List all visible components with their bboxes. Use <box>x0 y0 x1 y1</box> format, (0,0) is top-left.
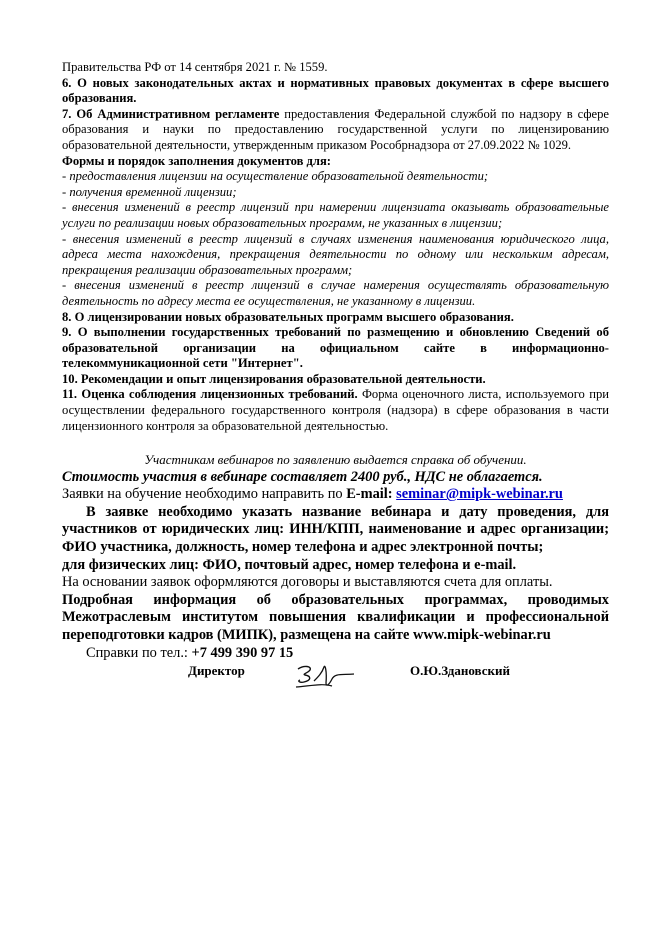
price-note: Стоимость участия в вебинаре составляет 2400 руб., НДС не облагается. <box>62 468 543 485</box>
forms-list-item: - внесения изменений в реестр лицензий в случае намерения осуществлять образовательную деятельность по адресу места ее осуществления, не указанному в лицензии. <box>62 278 609 308</box>
phone-number: +7 499 390 97 15 <box>191 644 294 661</box>
signature-name: О.Ю.Здановский <box>410 663 510 678</box>
paragraph-9: 9. О выполнении государственных требований по размещению и обновлению Сведений об образовательной организации на официальном сайте в информационно-телекоммуникационной сети "Интернет". <box>62 325 609 371</box>
contracts-note: На основании заявок оформляются договоры и выставляются счета для оплаты. <box>62 574 553 591</box>
paragraph-10: 10. Рекомендации и опыт лицензирования образовательной деятельности. <box>62 371 486 386</box>
paragraph-11-heading: 11. Оценка соблюдения лицензионных требований. <box>62 387 358 402</box>
conditions-section <box>62 451 609 662</box>
paragraph-7-body: предоставления Федеральной службой по надзору в сфере образования и науки по предоставлению государственной услуги по лицензированию образовательной деятельности, утвержденным приказом Рособрнадзора от 27.09.2022 № 1029. <box>62 106 609 152</box>
program-section <box>62 60 609 434</box>
info-paragraph: Подробная информация об образовательных программах, проводимых Межотраслевым институтом повышения квалификации и профессиональной переподготовки кадров (МИПК), размещена на сайте www.mipk-webinar.ru <box>62 591 609 643</box>
paragraph-7 <box>62 107 609 154</box>
forms-list-item: - внесения изменений в реестр лицензий при намерении лицензиата оказывать образовательные услуги по реализации новых образовательных программ, не указанных в лицензии; <box>62 200 609 230</box>
phone-line <box>62 645 609 663</box>
forms-list-item: - предоставления лицензии на осуществление образовательной деятельности; <box>62 169 489 184</box>
forms-list-item: - получения временной лицензии; <box>62 184 237 199</box>
email-link[interactable]: seminar@mipk-webinar.ru <box>396 486 563 503</box>
paragraph-7-heading: 7. Об Административном регламенте <box>62 106 280 121</box>
requirements-text: В заявке необходимо указать название вебинара и дату проведения, для участников от юридических лиц: ИНН/КПП, наименование и адрес организации; ФИО участника, должность, номер телефона и адрес электронной почты; <box>62 503 609 555</box>
forms-list-item: - внесения изменений в реестр лицензий в случаях изменения наименования юридического лица, адреса места нахождения, прекращения деятельности по одному или нескольким адресам, прекращения реализации образовательных программ; <box>62 231 609 277</box>
paragraph-0: Правительства РФ от 14 сентября 2021 г. № 1559. <box>62 60 328 74</box>
forms-heading: Формы и порядок заполнения документов для: <box>62 153 331 168</box>
requirements-individuals: для физических лиц: ФИО, почтовый адрес, номер телефона и e-mail. <box>62 556 517 573</box>
signature-icon <box>292 661 366 693</box>
signature-title: Директор <box>188 663 245 678</box>
certificate-note: Участникам вебинаров по заявлению выдается справка об обучении. <box>144 452 527 467</box>
paragraph-6: 6. О новых законодательных актах и нормативных правовых документах в сфере высшего образования. <box>62 75 609 106</box>
paragraph-8: 8. О лицензировании новых образовательных программ высшего образования. <box>62 309 514 324</box>
paragraph-11-body: Форма оценочного листа, используемого при осуществлении федерального государственного контроля (надзора) в сфере образования в части лицензионного контроля за образовательной деятельностью. <box>62 387 609 433</box>
signature-row <box>0 661 659 693</box>
paragraph-11 <box>62 387 609 434</box>
applications-line <box>62 486 609 504</box>
email-label: E-mail: <box>346 486 397 503</box>
phone-label: Справки по тел.: <box>86 644 192 661</box>
applications-text: Заявки на обучение необходимо направить по <box>62 486 347 503</box>
